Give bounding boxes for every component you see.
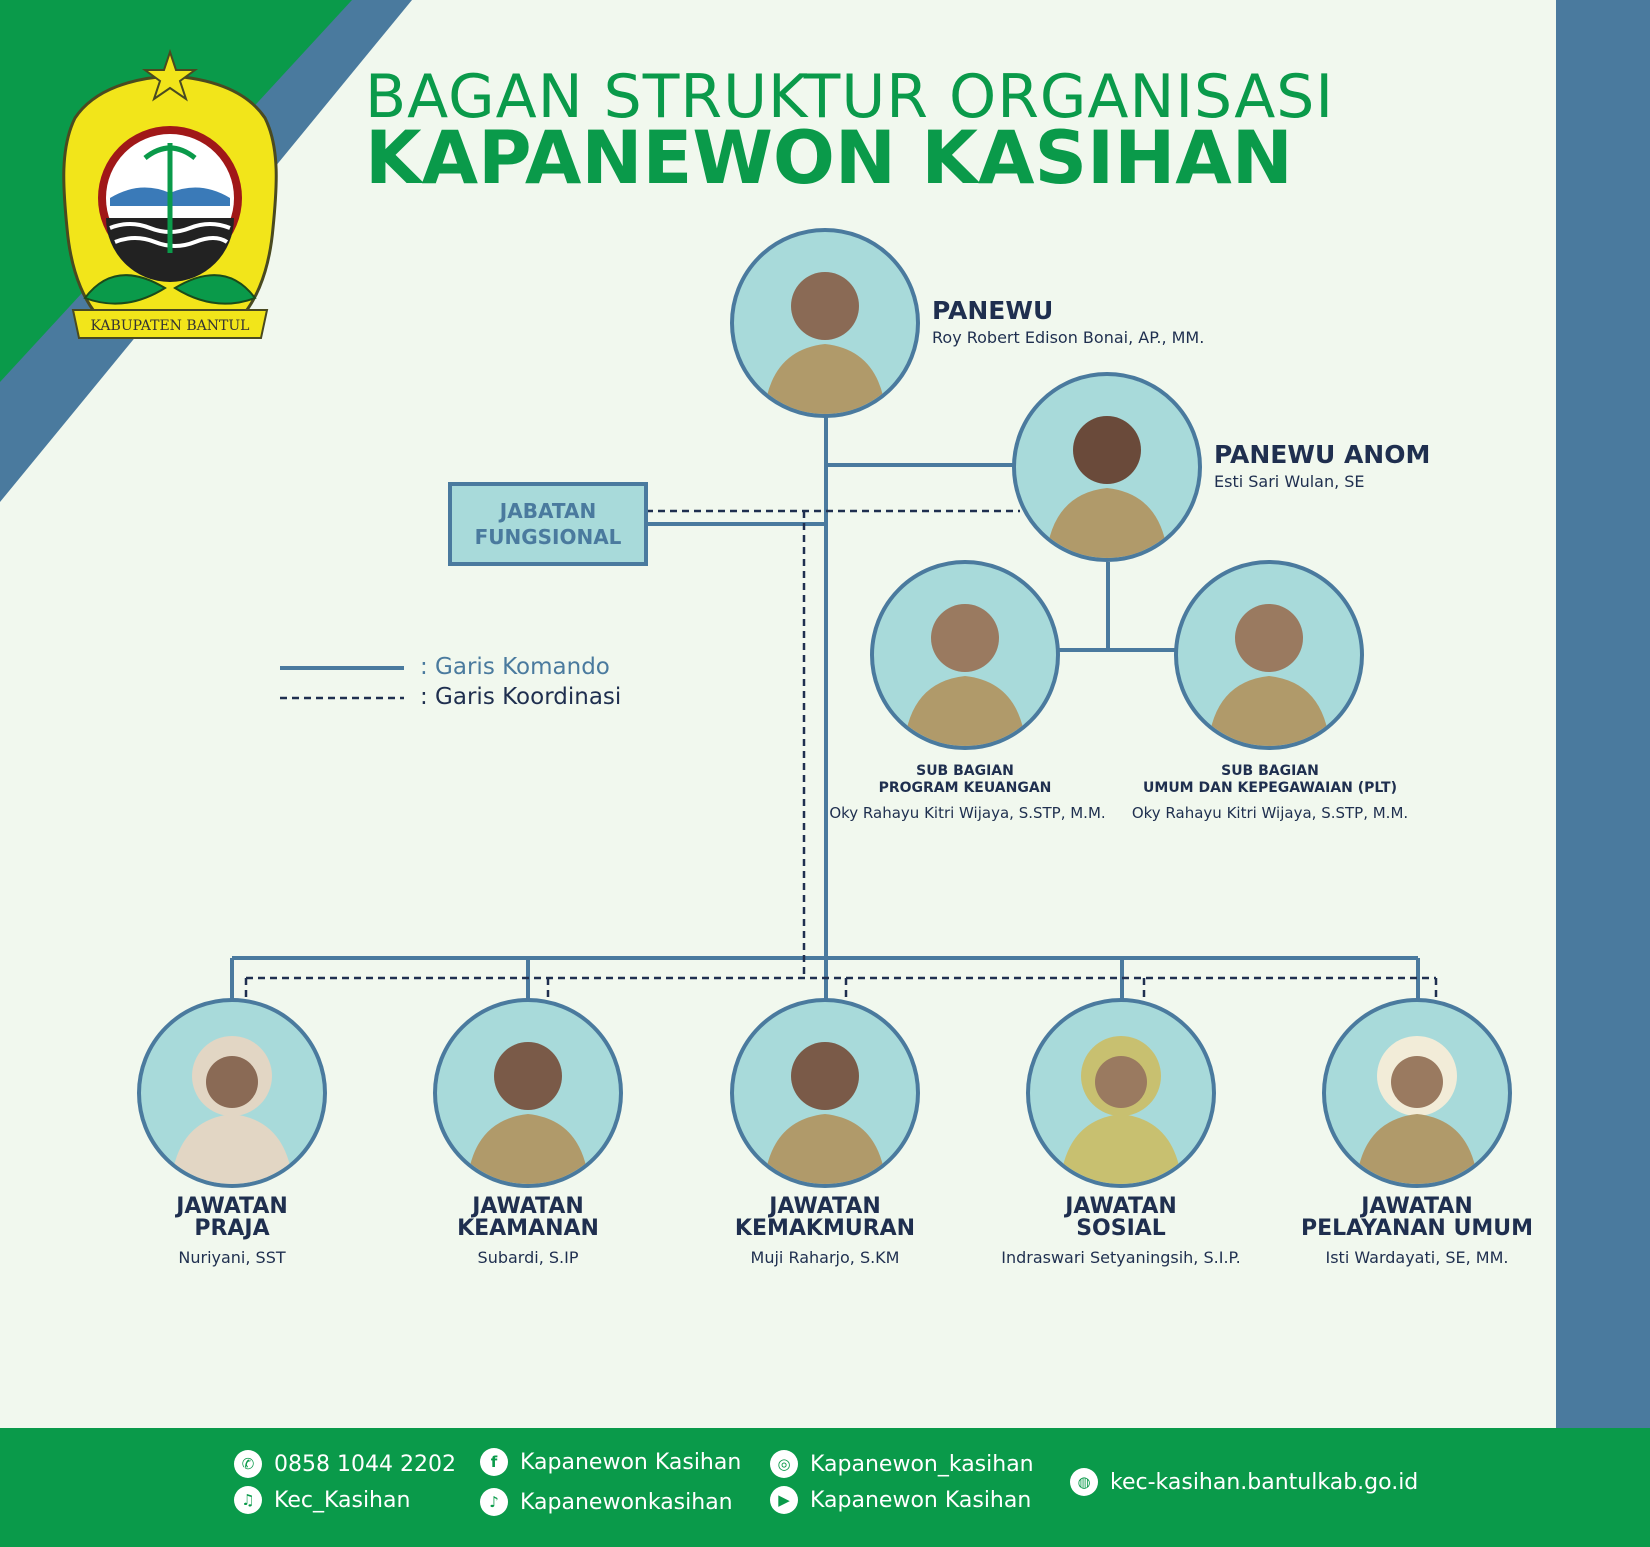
- person-silhouette-icon: [1016, 376, 1198, 558]
- facebook-icon: f: [480, 1448, 508, 1476]
- panewu-anom-name: Esti Sari Wulan, SE: [1214, 472, 1365, 491]
- jawatan-praja-photo: [137, 998, 327, 1188]
- person-silhouette-icon: [874, 564, 1056, 746]
- sub-bagian-program-keuangan-photo: [870, 560, 1060, 750]
- sub-bagian-umum-kepegawaian-name: Oky Rahayu Kitri Wijaya, S.STP, M.M.: [1131, 804, 1409, 822]
- person-silhouette-icon: [437, 1002, 619, 1184]
- legend-garis-komando: : Garis Komando: [420, 654, 610, 680]
- panewu-name: Roy Robert Edison Bonai, AP., MM.: [932, 328, 1205, 347]
- jawatan-sosial-title: JAWATAN SOSIAL: [1065, 1194, 1177, 1241]
- jawatan-sosial-name: Indraswari Setyaningsih, S.I.P.: [1001, 1248, 1241, 1267]
- jabatan-fungsional-box: [448, 482, 648, 566]
- jawatan-pelayanan-umum-name: Isti Wardayati, SE, MM.: [1325, 1248, 1509, 1267]
- footer-twitter[interactable]: ♫ Kec_Kasihan: [234, 1486, 410, 1514]
- youtube-icon: ▶: [770, 1486, 798, 1514]
- page-title-line2: KAPANEWON KASIHAN: [365, 116, 1293, 201]
- panewu-anom-photo: [1012, 372, 1202, 562]
- jawatan-kemakmuran-title: JAWATAN KEMAKMURAN: [734, 1194, 916, 1241]
- person-silhouette-icon: [1030, 1002, 1212, 1184]
- instagram-icon: ◎: [770, 1450, 798, 1478]
- jawatan-keamanan-photo: [433, 998, 623, 1188]
- footer-whatsapp[interactable]: ✆ 0858 1044 2202: [234, 1450, 456, 1478]
- emblem-text: KABUPATEN BANTUL: [90, 318, 250, 334]
- jawatan-kemakmuran-photo: [730, 998, 920, 1188]
- page-title-line1: BAGAN STRUKTUR ORGANISASI: [365, 62, 1335, 132]
- jawatan-pelayanan-umum-title: JAWATAN PELAYANAN UMUM: [1301, 1194, 1533, 1241]
- whatsapp-icon: ✆: [234, 1450, 262, 1478]
- footer-youtube[interactable]: ▶ Kapanewon Kasihan: [770, 1486, 1031, 1514]
- globe-icon: ◍: [1070, 1468, 1098, 1496]
- footer-facebook[interactable]: f Kapanewon Kasihan: [480, 1448, 741, 1476]
- jawatan-sosial-photo: [1026, 998, 1216, 1188]
- footer-bar: [0, 1428, 1650, 1547]
- sub-bagian-umum-kepegawaian-photo: [1174, 560, 1364, 750]
- jabatan-fungsional-line1: JABATAN: [499, 499, 597, 523]
- jawatan-keamanan-name: Subardi, S.IP: [477, 1248, 579, 1267]
- footer-tiktok[interactable]: ♪ Kapanewonkasihan: [480, 1488, 733, 1516]
- panewu-photo: [730, 228, 920, 418]
- panewu-anom-title: PANEWU ANOM: [1214, 440, 1431, 469]
- sub-bagian-program-keuangan-title: SUB BAGIAN PROGRAM KEUANGAN: [878, 763, 1052, 796]
- person-silhouette-icon: [1326, 1002, 1508, 1184]
- jawatan-pelayanan-umum-photo: [1322, 998, 1512, 1188]
- sub-bagian-umum-kepegawaian-title: SUB BAGIAN UMUM DAN KEPEGAWAIAN (PLT): [1143, 763, 1397, 796]
- jawatan-keamanan-title: JAWATAN KEAMANAN: [457, 1194, 599, 1241]
- person-silhouette-icon: [1178, 564, 1360, 746]
- legend-garis-koordinasi: : Garis Koordinasi: [420, 684, 622, 710]
- jawatan-praja-title: JAWATAN PRAJA: [176, 1194, 288, 1241]
- footer-website[interactable]: ◍ kec-kasihan.bantulkab.go.id: [1070, 1468, 1418, 1496]
- jawatan-praja-name: Nuriyani, SST: [178, 1248, 286, 1267]
- sub-bagian-program-keuangan-name: Oky Rahayu Kitri Wijaya, S.STP, M.M.: [829, 804, 1106, 822]
- jawatan-kemakmuran-name: Muji Raharjo, S.KM: [750, 1248, 900, 1267]
- jabatan-fungsional-line2: FUNGSIONAL: [474, 525, 622, 549]
- panewu-title: PANEWU: [932, 296, 1054, 325]
- twitter-icon: ♫: [234, 1486, 262, 1514]
- tiktok-icon: ♪: [480, 1488, 508, 1516]
- person-silhouette-icon: [141, 1002, 323, 1184]
- person-silhouette-icon: [734, 232, 916, 414]
- person-silhouette-icon: [734, 1002, 916, 1184]
- footer-instagram[interactable]: ◎ Kapanewon_kasihan: [770, 1450, 1034, 1478]
